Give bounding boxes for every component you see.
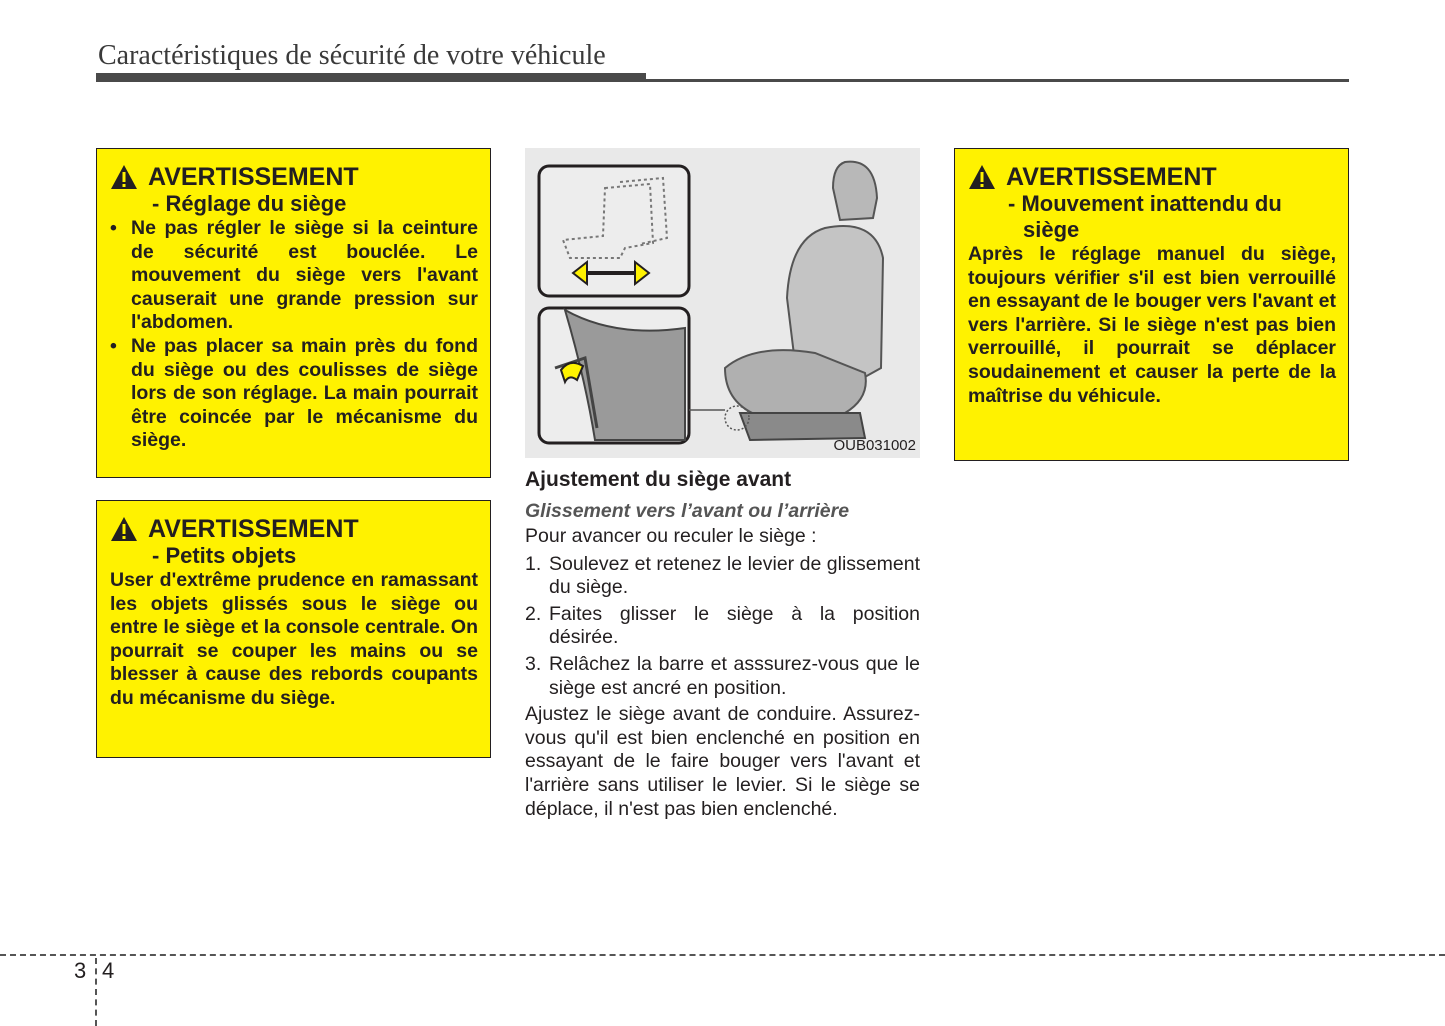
warning-subtitle-line2: siège: [1023, 217, 1080, 242]
warning-heading: [968, 163, 1336, 191]
warning-subtitle: - Petits objets: [152, 543, 297, 568]
header-rule-thin: [646, 79, 1349, 82]
page-number: 4: [102, 958, 115, 983]
step-item: [525, 603, 920, 650]
warning-heading: [110, 163, 478, 191]
seat-headrest: [833, 162, 877, 220]
warning-body: User d'extrême prudence en ramassant les objets glissés sous le siège ou entre le siège et la console centrale. On pourrait se couper les mains ou se blesser à cause des rebords coupants du mécanisme du siège.: [110, 569, 478, 709]
section-title: Ajustement du siège avant: [525, 468, 792, 491]
warning-subtitle: [968, 191, 1336, 243]
step-text: Soulevez et retenez le levier de glissement du siège.: [549, 552, 920, 599]
figure-code: OUB031002: [833, 437, 916, 454]
step-number: 2.: [525, 602, 542, 625]
warning-bullet-list: [110, 217, 478, 453]
page-header-title: Caractéristiques de sécurité de votre véhicule: [98, 40, 606, 71]
step-number: 1.: [525, 552, 542, 575]
step-item: [525, 653, 920, 700]
section-intro: Pour avancer ou reculer le siège :: [525, 525, 817, 547]
footer-dashed-rule: [0, 954, 1445, 956]
warning-subtitle-line1: - Mouvement inattendu du: [1008, 191, 1282, 216]
step-number: 3.: [525, 652, 542, 675]
step-item: [525, 553, 920, 600]
warning-body: Après le réglage manuel du siège, toujours vérifier s'il est bien verrouillé en essayant de le bouger vers l'avant et vers l'arrière. Si le siège n'est pas bien verrouillé, il pourrait se déplacer soudainement et causer la perte de la maîtrise du véhicule.: [968, 243, 1336, 407]
warning-title: AVERTISSEMENT: [148, 515, 359, 543]
footer-page-divider: [95, 958, 97, 1026]
step-text: Relâchez la barre et asssurez-vous que le siège est ancré en position.: [549, 652, 920, 699]
warning-triangle-icon: [110, 516, 138, 542]
warning-subtitle: - Réglage du siège: [152, 191, 347, 216]
seat-adjustment-section: [525, 466, 920, 821]
chapter-number: 3: [74, 958, 87, 983]
warning-bullet: • Ne pas régler le siège si la ceinture de sécurité est bouclée. Le mouvement du siège vers l'avant causerait une grande pression sur l'abdomen.: [110, 217, 478, 335]
warning-title: AVERTISSEMENT: [148, 163, 359, 191]
warning-title: AVERTISSEMENT: [1006, 163, 1217, 191]
section-subtitle: Glissement vers l’avant ou l’arrière: [525, 500, 850, 522]
seat-base: [740, 413, 865, 440]
warning-bullet: • Ne pas placer sa main près du fond du siège ou des coulisses de siège lors de son réglage. La main pourrait être coincée par le mécanisme du siège.: [110, 335, 478, 453]
warning-box-unexpected-movement: [954, 148, 1349, 461]
step-text: Faites glisser le siège à la position désirée.: [549, 602, 920, 649]
warning-triangle-icon: [110, 164, 138, 190]
warning-triangle-icon: [968, 164, 996, 190]
header-rule-thick: [96, 73, 646, 82]
warning-box-seat-adjustment: [96, 148, 491, 478]
steps-list: [525, 553, 920, 701]
warning-box-small-objects: [96, 500, 491, 758]
section-closing: Ajustez le siège avant de conduire. Assurez-vous qu'il est bien enclenché en position en essayant de le faire bouger vers l'avant et l'arrière sans utiliser le levier. Si le siège se déplace, il n'est pas bien enclenché.: [525, 703, 920, 820]
seat-drawing: [525, 148, 920, 458]
warning-heading: [110, 515, 478, 543]
seat-illustration: [525, 148, 920, 458]
